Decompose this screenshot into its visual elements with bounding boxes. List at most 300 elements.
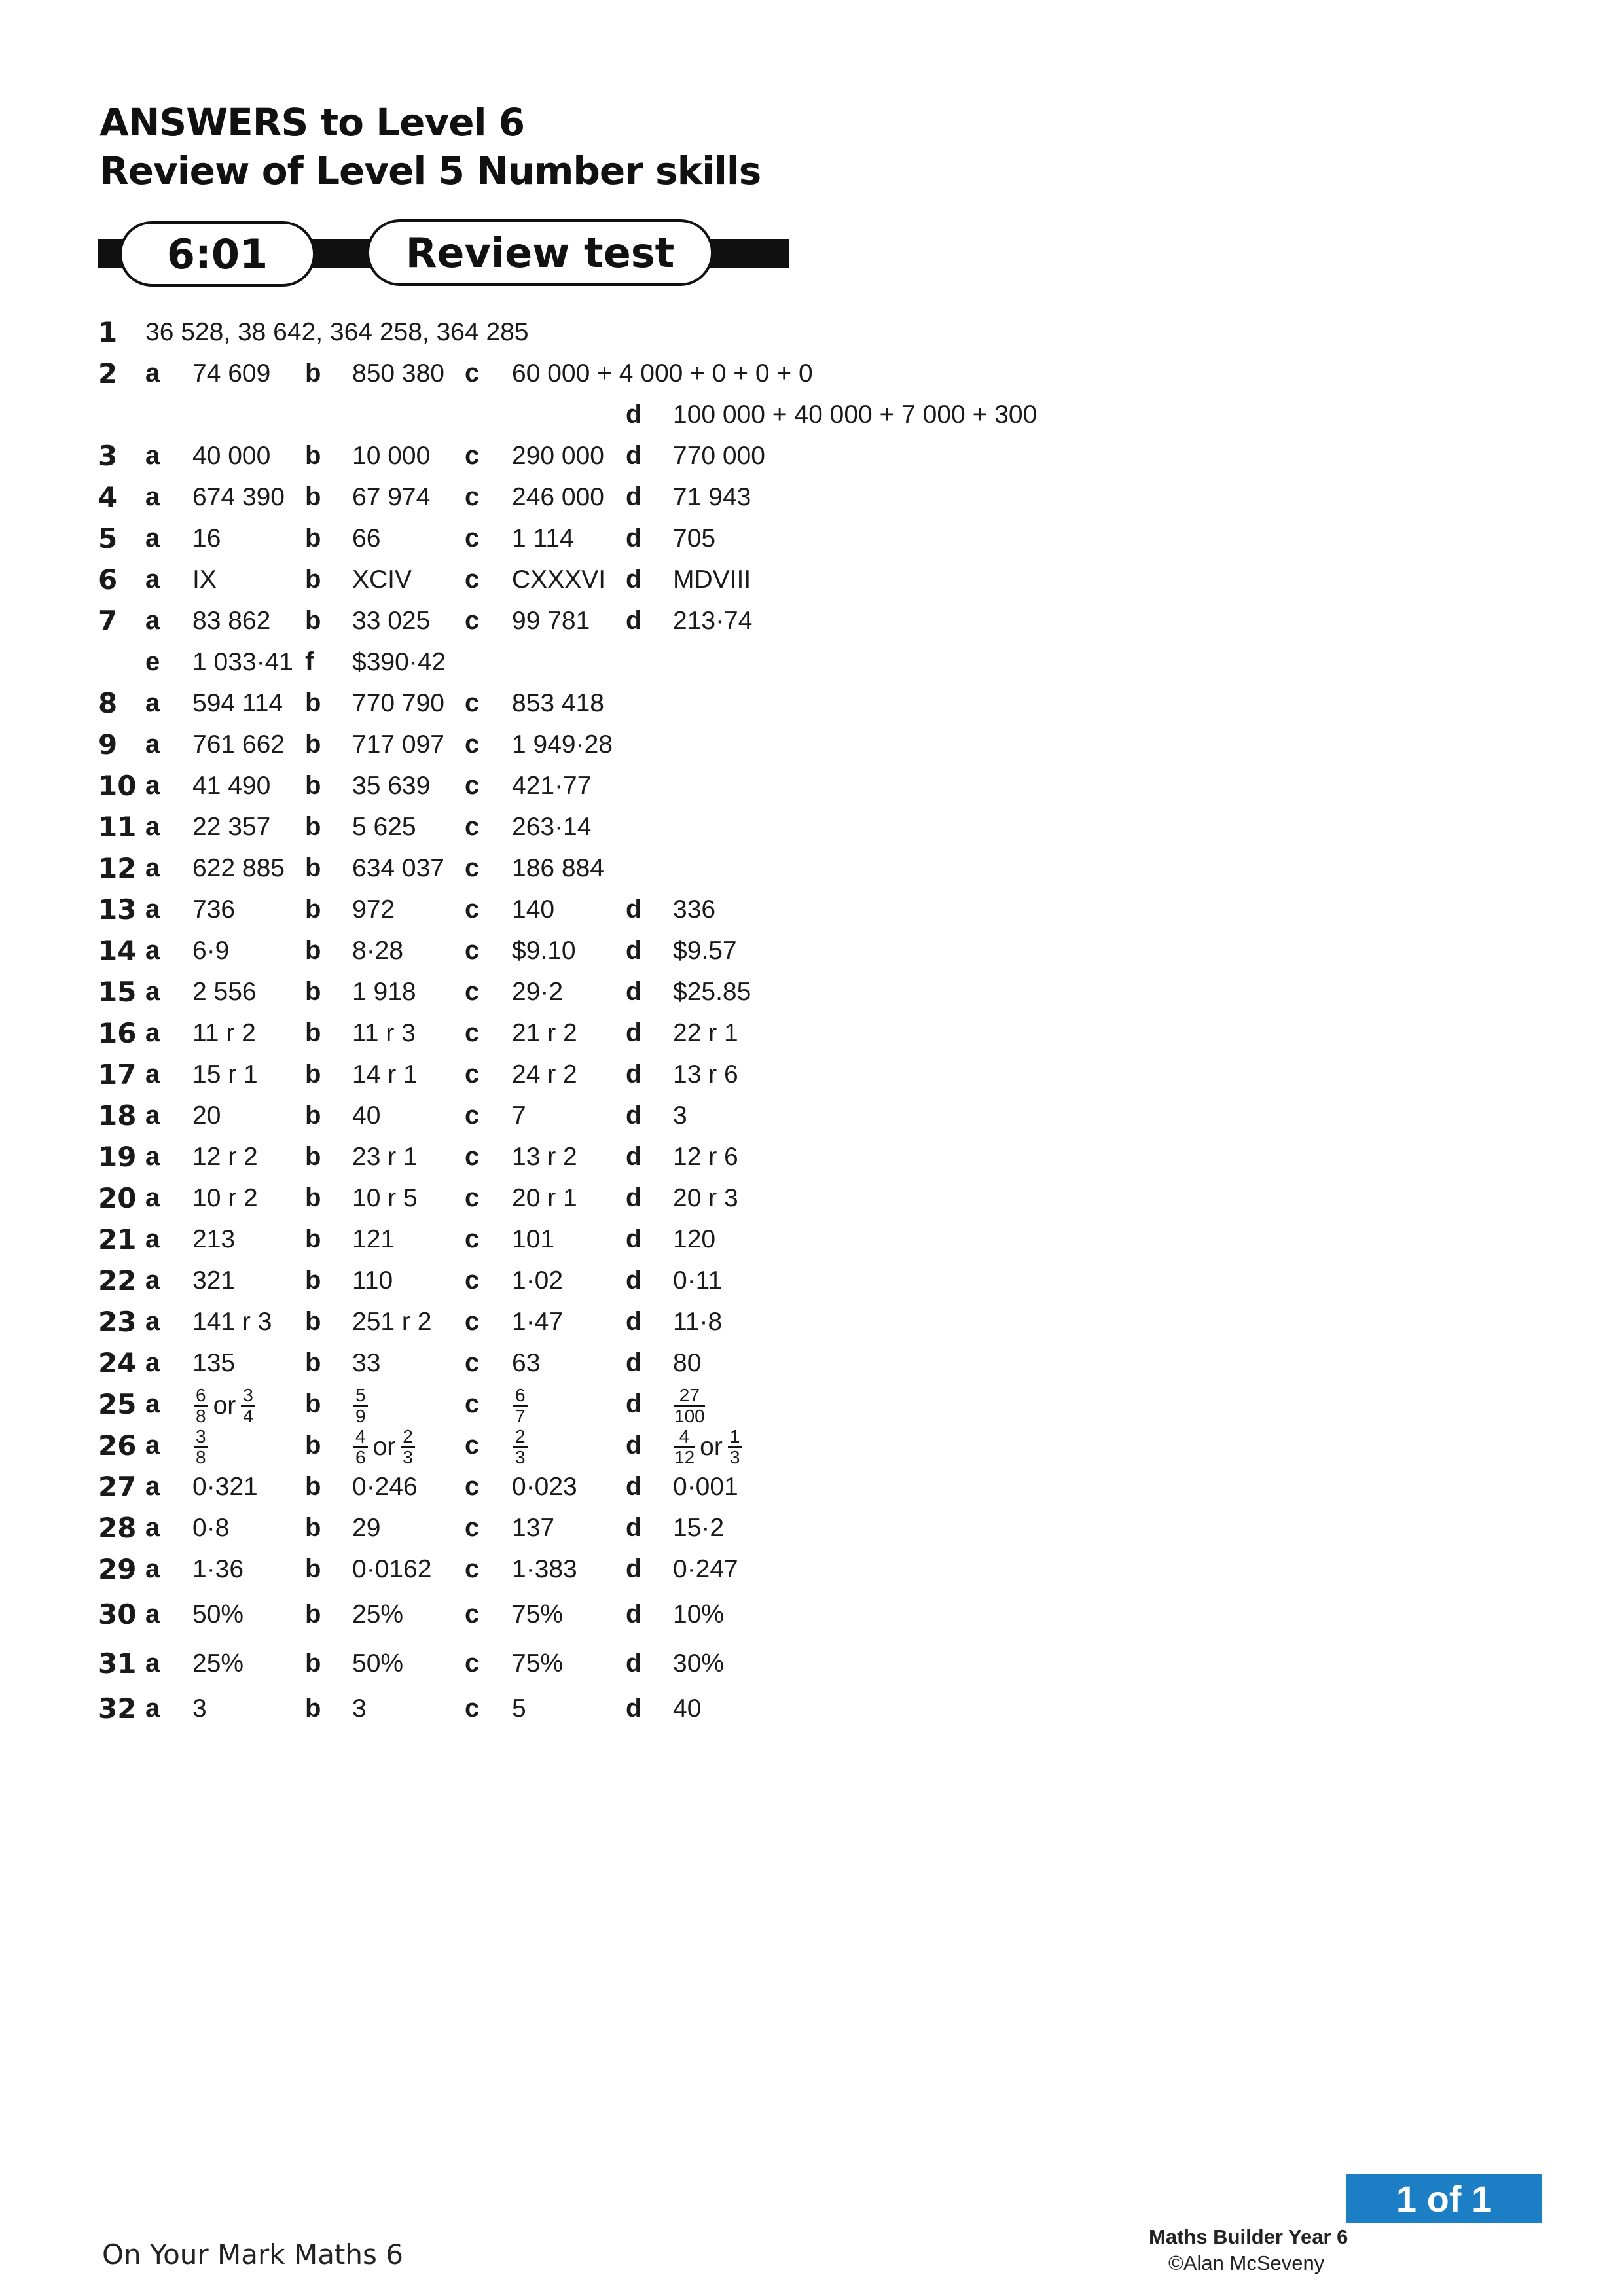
- answer-value: 263·14: [512, 813, 592, 841]
- answer-value: 10 000: [352, 442, 431, 470]
- answer-value: 3: [192, 1695, 207, 1723]
- answer-value: CXXXVI: [512, 565, 606, 594]
- part-label: d: [626, 524, 642, 552]
- answer-value: 12 r 2: [192, 1143, 258, 1171]
- part-label: c: [465, 606, 480, 635]
- answer-value: 421·77: [512, 772, 592, 800]
- answer-value: $9.57: [673, 937, 737, 965]
- answer-value: 246 000: [512, 483, 604, 511]
- part-label: d: [626, 1183, 642, 1212]
- question-number: 1: [98, 316, 118, 348]
- answer-value: 30%: [673, 1649, 725, 1677]
- answer-value: 50%: [192, 1600, 244, 1628]
- answer-value: 761 662: [192, 730, 285, 759]
- answer-row: [98, 889, 851, 930]
- answer-value: $25.85: [673, 978, 751, 1006]
- section-name-badge: Review test: [367, 219, 713, 286]
- fraction-denominator: 12: [674, 1446, 695, 1467]
- answer-value: MDVIII: [673, 565, 751, 594]
- part-label: a: [145, 1060, 160, 1088]
- answer-value: 10%: [673, 1600, 725, 1628]
- fraction: [194, 1386, 208, 1426]
- question-number: 22: [98, 1265, 137, 1297]
- answer-value: 33: [352, 1349, 381, 1377]
- part-label: c: [465, 1183, 480, 1212]
- answer-value: 29·2: [512, 978, 564, 1006]
- answer-value: 25%: [352, 1600, 404, 1628]
- part-label: a: [145, 853, 160, 882]
- answer-row: [98, 1219, 851, 1260]
- answer-value: 290 000: [512, 442, 604, 470]
- part-label: c: [465, 812, 480, 841]
- answer-value: 25%: [192, 1649, 244, 1677]
- answer-row: [98, 1301, 851, 1342]
- page-title: ANSWERS to Level 6: [99, 100, 525, 145]
- question-number: 9: [98, 728, 118, 761]
- part-label: c: [465, 853, 480, 882]
- answer-row: [98, 394, 1038, 435]
- answer-value: 1 114: [512, 524, 574, 552]
- part-label: b: [305, 606, 321, 635]
- answer-value: 853 418: [512, 689, 604, 717]
- part-label: a: [145, 1694, 160, 1723]
- answer-row: [98, 1549, 851, 1590]
- answer-value: 594 114: [192, 689, 283, 717]
- part-label: d: [626, 1018, 642, 1047]
- answer-row: [98, 641, 851, 683]
- part-label: a: [145, 1266, 160, 1295]
- answer-value: 75%: [512, 1649, 564, 1677]
- answer-value: 12 r 6: [673, 1143, 738, 1171]
- part-label: d: [626, 1307, 642, 1336]
- answer-value: 15·2: [673, 1514, 725, 1542]
- question-number: 16: [98, 1017, 137, 1049]
- series-name: On Your Mark Maths 6: [102, 2238, 403, 2270]
- part-label: c: [465, 1266, 480, 1295]
- answer-value: 74 609: [192, 359, 271, 387]
- answer-row: [98, 971, 851, 1013]
- answer-value: 186 884: [512, 854, 604, 882]
- answer-value: 1 918: [352, 978, 416, 1006]
- part-label: a: [145, 482, 160, 511]
- part-label: a: [145, 812, 160, 841]
- part-label: b: [305, 565, 321, 594]
- part-label: a: [145, 1472, 160, 1501]
- part-label: d: [626, 1225, 642, 1253]
- answer-value: 75%: [512, 1600, 564, 1628]
- question-number: 32: [98, 1693, 137, 1725]
- answer-value: [192, 1425, 209, 1467]
- answer-value: 16: [192, 524, 221, 552]
- fraction: [241, 1386, 255, 1426]
- answer-value: [512, 1384, 529, 1426]
- answer-value: 1 033·41: [192, 648, 293, 676]
- answer-value: 0·0162: [352, 1555, 432, 1583]
- part-label: a: [145, 771, 160, 800]
- part-label: b: [305, 441, 321, 470]
- answer-value: 7: [512, 1102, 526, 1130]
- fraction-numerator: 6: [513, 1386, 528, 1407]
- part-label: a: [145, 441, 160, 470]
- part-label: b: [305, 895, 321, 924]
- part-label: c: [465, 1307, 480, 1336]
- answer-row: [98, 559, 851, 600]
- answer-value: 63: [512, 1349, 541, 1377]
- question-number: 13: [98, 893, 137, 925]
- answer-value: 736: [192, 895, 236, 924]
- answer-value: [673, 1384, 706, 1426]
- answer-value: 13 r 2: [512, 1143, 577, 1171]
- part-label: a: [145, 1649, 160, 1677]
- part-label: d: [626, 1431, 642, 1460]
- fraction-numerator: 3: [241, 1386, 255, 1407]
- answer-value: 120: [673, 1225, 716, 1253]
- part-label: c: [465, 1513, 480, 1542]
- fraction-denominator: 3: [729, 1446, 740, 1467]
- answer-value: 336: [673, 895, 716, 924]
- part-label: d: [626, 400, 642, 429]
- part-label: a: [145, 1142, 160, 1171]
- question-number: 14: [98, 935, 137, 967]
- question-number: 28: [98, 1512, 137, 1544]
- answer-value: 24 r 2: [512, 1060, 577, 1088]
- question-number: 10: [98, 770, 137, 802]
- part-label: a: [145, 1554, 160, 1583]
- answer-value: 770 000: [673, 442, 765, 470]
- part-label: b: [305, 1060, 321, 1088]
- answer-row: [98, 765, 851, 806]
- answer-row: [98, 683, 851, 724]
- part-label: c: [465, 730, 480, 759]
- question-number: 4: [98, 481, 118, 513]
- part-label: a: [145, 1431, 160, 1460]
- answer-row: [98, 806, 851, 848]
- answer-value: 705: [673, 524, 716, 552]
- answer-value: 622 885: [192, 854, 285, 882]
- part-label: a: [145, 977, 160, 1006]
- book-title: Maths Builder Year 6: [1149, 2225, 1348, 2248]
- answer-value: 21 r 2: [512, 1019, 577, 1047]
- answer-row: [98, 1013, 851, 1054]
- answer-value: 110: [352, 1266, 393, 1295]
- answer-value: 20: [192, 1102, 221, 1130]
- part-label: a: [145, 524, 160, 552]
- part-label: b: [305, 482, 321, 511]
- part-label: a: [145, 606, 160, 635]
- question-number: 8: [98, 687, 118, 719]
- answer-value: 213: [192, 1225, 236, 1253]
- part-label: d: [626, 1348, 642, 1377]
- or-word: or: [213, 1391, 236, 1420]
- part-label: c: [465, 1390, 480, 1418]
- answer-value: 972: [352, 895, 395, 924]
- question-number: 3: [98, 440, 118, 472]
- answer-row: [98, 1507, 851, 1549]
- fraction-denominator: 4: [243, 1405, 253, 1426]
- answer-value: 674 390: [192, 483, 285, 511]
- answer-value: 20 r 3: [673, 1184, 738, 1212]
- question-number: 27: [98, 1471, 137, 1503]
- part-label: e: [145, 647, 160, 676]
- section-code-badge: 6:01: [119, 221, 316, 287]
- answer-value: 13 r 6: [673, 1060, 738, 1088]
- question-number: 24: [98, 1347, 137, 1379]
- page-indicator: 1 of 1: [1346, 2174, 1542, 2223]
- copyright: ©Alan McSeveny: [1168, 2251, 1325, 2274]
- answer-value: 22 r 1: [673, 1019, 738, 1047]
- answer-value: 140: [512, 895, 555, 924]
- answer-row: [98, 353, 851, 394]
- answer-value: 634 037: [352, 854, 444, 882]
- answer-value: IX: [192, 565, 217, 594]
- question-number: 15: [98, 976, 137, 1008]
- answer-value: 717 097: [352, 730, 444, 759]
- or-word: or: [372, 1433, 396, 1462]
- part-label: d: [626, 1513, 642, 1542]
- answer-value: 10 r 5: [352, 1184, 418, 1212]
- question-number: 6: [98, 564, 118, 596]
- part-label: a: [145, 1225, 160, 1253]
- part-label: b: [305, 1513, 321, 1542]
- question-number: 5: [98, 522, 118, 554]
- answer-value: 135: [192, 1349, 236, 1377]
- answer-value: [352, 1384, 369, 1426]
- part-label: c: [465, 689, 480, 717]
- answer-value: 0·247: [673, 1555, 738, 1583]
- part-label: a: [145, 689, 160, 717]
- answer-value: 40: [352, 1102, 381, 1130]
- answer-value: [673, 1425, 743, 1467]
- part-label: b: [305, 853, 321, 882]
- fraction: [353, 1386, 368, 1426]
- part-label: b: [305, 936, 321, 965]
- part-label: d: [626, 936, 642, 965]
- fraction-denominator: 100: [674, 1405, 705, 1426]
- answer-row: [98, 1639, 851, 1688]
- fraction-numerator: 4: [353, 1427, 368, 1448]
- part-label: c: [465, 936, 480, 965]
- part-label: d: [626, 1390, 642, 1418]
- answer-value: [512, 1425, 529, 1467]
- answer-value: 6·9: [192, 937, 230, 965]
- part-label: a: [145, 1101, 160, 1130]
- answer-value: 251 r 2: [352, 1308, 432, 1336]
- answer-value: 15 r 1: [192, 1060, 258, 1088]
- answer-value: 33 025: [352, 607, 431, 635]
- answer-value: 0·023: [512, 1473, 577, 1501]
- answer-value: 60 000 + 4 000 + 0 + 0 + 0: [512, 359, 813, 387]
- answer-row: [98, 435, 851, 476]
- answer-row: [98, 1054, 851, 1095]
- fraction: [513, 1427, 528, 1467]
- answer-row: [98, 1688, 851, 1729]
- answer-value: [352, 1425, 416, 1467]
- part-label: d: [626, 565, 642, 594]
- answer-value: 66: [352, 524, 381, 552]
- answer-value: 3: [673, 1102, 687, 1130]
- fraction-numerator: 4: [674, 1427, 695, 1448]
- answer-value: 1·36: [192, 1555, 244, 1583]
- part-label: d: [626, 441, 642, 470]
- part-label: b: [305, 977, 321, 1006]
- part-label: c: [465, 771, 480, 800]
- answer-row: [98, 518, 851, 559]
- part-label: b: [305, 1183, 321, 1212]
- answer-row: [98, 476, 851, 518]
- answer-value: $390·42: [352, 648, 446, 676]
- answer-value: 40 000: [192, 442, 271, 470]
- question-number: 12: [98, 852, 137, 884]
- question-number: 20: [98, 1182, 137, 1214]
- answer-value: 8·28: [352, 937, 404, 965]
- answer-value: 121: [352, 1225, 395, 1253]
- part-label: d: [626, 1266, 642, 1295]
- part-label: a: [145, 359, 160, 387]
- part-label: d: [626, 1554, 642, 1583]
- part-label: b: [305, 1554, 321, 1583]
- answer-value: 0·246: [352, 1473, 418, 1501]
- part-label: a: [145, 730, 160, 759]
- fraction: [674, 1427, 695, 1467]
- part-label: a: [145, 1390, 160, 1418]
- answer-row: [98, 600, 851, 641]
- answer-row: [98, 1260, 851, 1301]
- answer-value: 14 r 1: [352, 1060, 418, 1088]
- part-label: d: [626, 606, 642, 635]
- part-label: c: [465, 1018, 480, 1047]
- answer-row: [98, 1095, 851, 1136]
- question-number: 2: [98, 357, 118, 389]
- answer-row: [98, 724, 851, 765]
- answer-value: 850 380: [352, 359, 444, 387]
- part-label: b: [305, 689, 321, 717]
- part-label: c: [465, 895, 480, 924]
- part-label: c: [465, 1142, 480, 1171]
- part-label: c: [465, 1225, 480, 1253]
- part-label: f: [305, 647, 314, 676]
- question-number: 19: [98, 1141, 137, 1173]
- part-label: c: [465, 482, 480, 511]
- part-label: d: [626, 895, 642, 924]
- answer-value: 137: [512, 1514, 555, 1542]
- part-label: c: [465, 1101, 480, 1130]
- part-label: a: [145, 1600, 160, 1628]
- answer-value: 36 528, 38 642, 364 258, 364 285: [145, 318, 529, 346]
- part-label: c: [465, 1694, 480, 1723]
- fraction-numerator: 6: [194, 1386, 208, 1407]
- part-label: b: [305, 1018, 321, 1047]
- answer-row: [98, 1466, 851, 1507]
- answer-value: 5: [512, 1695, 526, 1723]
- answer-row: [98, 1384, 851, 1425]
- question-number: 21: [98, 1223, 137, 1255]
- answer-value: 50%: [352, 1649, 404, 1677]
- answer-value: [192, 1384, 257, 1426]
- answer-value: 23 r 1: [352, 1143, 418, 1171]
- question-number: 26: [98, 1429, 137, 1462]
- fraction-denominator: 8: [196, 1405, 206, 1426]
- part-label: c: [465, 1348, 480, 1377]
- question-number: 7: [98, 605, 118, 637]
- part-label: b: [305, 1694, 321, 1723]
- answer-row: [98, 1590, 851, 1639]
- answer-value: 20 r 1: [512, 1184, 577, 1212]
- part-label: c: [465, 565, 480, 594]
- answer-value: 11 r 2: [192, 1019, 256, 1047]
- part-label: a: [145, 1513, 160, 1542]
- question-number: 17: [98, 1058, 137, 1090]
- part-label: d: [626, 1600, 642, 1628]
- part-label: b: [305, 1390, 321, 1418]
- part-label: b: [305, 1600, 321, 1628]
- answer-value: 1 949·28: [512, 730, 613, 759]
- fraction-denominator: 6: [355, 1446, 366, 1467]
- part-label: a: [145, 565, 160, 594]
- answer-value: XCIV: [352, 565, 412, 594]
- answer-value: 770 790: [352, 689, 444, 717]
- page-subtitle: Review of Level 5 Number skills: [99, 149, 761, 193]
- answer-row: [98, 1425, 851, 1466]
- answer-value: $9.10: [512, 937, 576, 965]
- part-label: b: [305, 1472, 321, 1501]
- answer-value: 71 943: [673, 483, 751, 511]
- part-label: a: [145, 1348, 160, 1377]
- part-label: b: [305, 1431, 321, 1460]
- fraction-numerator: 5: [353, 1386, 368, 1407]
- part-label: d: [626, 1101, 642, 1130]
- answer-value: 0·321: [192, 1473, 258, 1501]
- fraction-numerator: 2: [401, 1427, 415, 1448]
- part-label: b: [305, 1266, 321, 1295]
- answer-value: 35 639: [352, 772, 431, 800]
- fraction-numerator: 1: [728, 1427, 742, 1448]
- part-label: b: [305, 771, 321, 800]
- answer-row: [98, 848, 851, 889]
- part-label: a: [145, 895, 160, 924]
- part-label: a: [145, 936, 160, 965]
- answer-value: 1·383: [512, 1555, 577, 1583]
- answer-value: 41 490: [192, 772, 271, 800]
- fraction-denominator: 3: [403, 1446, 413, 1467]
- answer-value: 1·02: [512, 1266, 564, 1295]
- answer-value: 80: [673, 1349, 702, 1377]
- answer-value: 99 781: [512, 607, 590, 635]
- part-label: d: [626, 1649, 642, 1677]
- part-label: c: [465, 1060, 480, 1088]
- part-label: b: [305, 1649, 321, 1677]
- fraction: [353, 1427, 368, 1467]
- fraction-numerator: 3: [194, 1427, 208, 1448]
- fraction-denominator: 7: [515, 1405, 526, 1426]
- answer-value: 1·47: [512, 1308, 564, 1336]
- part-label: b: [305, 1307, 321, 1336]
- answer-value: 3: [352, 1695, 367, 1723]
- part-label: b: [305, 1225, 321, 1253]
- answer-value: 11·8: [673, 1308, 723, 1336]
- fraction: [674, 1386, 705, 1426]
- answer-value: 213·74: [673, 607, 753, 635]
- question-number: 31: [98, 1647, 137, 1679]
- fraction: [513, 1386, 528, 1426]
- fraction: [728, 1427, 742, 1467]
- part-label: c: [465, 359, 480, 387]
- part-label: b: [305, 1101, 321, 1130]
- question-number: 11: [98, 811, 137, 843]
- fraction-denominator: 9: [355, 1405, 366, 1426]
- answer-value: 67 974: [352, 483, 431, 511]
- fraction-numerator: 27: [674, 1386, 705, 1407]
- answer-value: 10 r 2: [192, 1184, 258, 1212]
